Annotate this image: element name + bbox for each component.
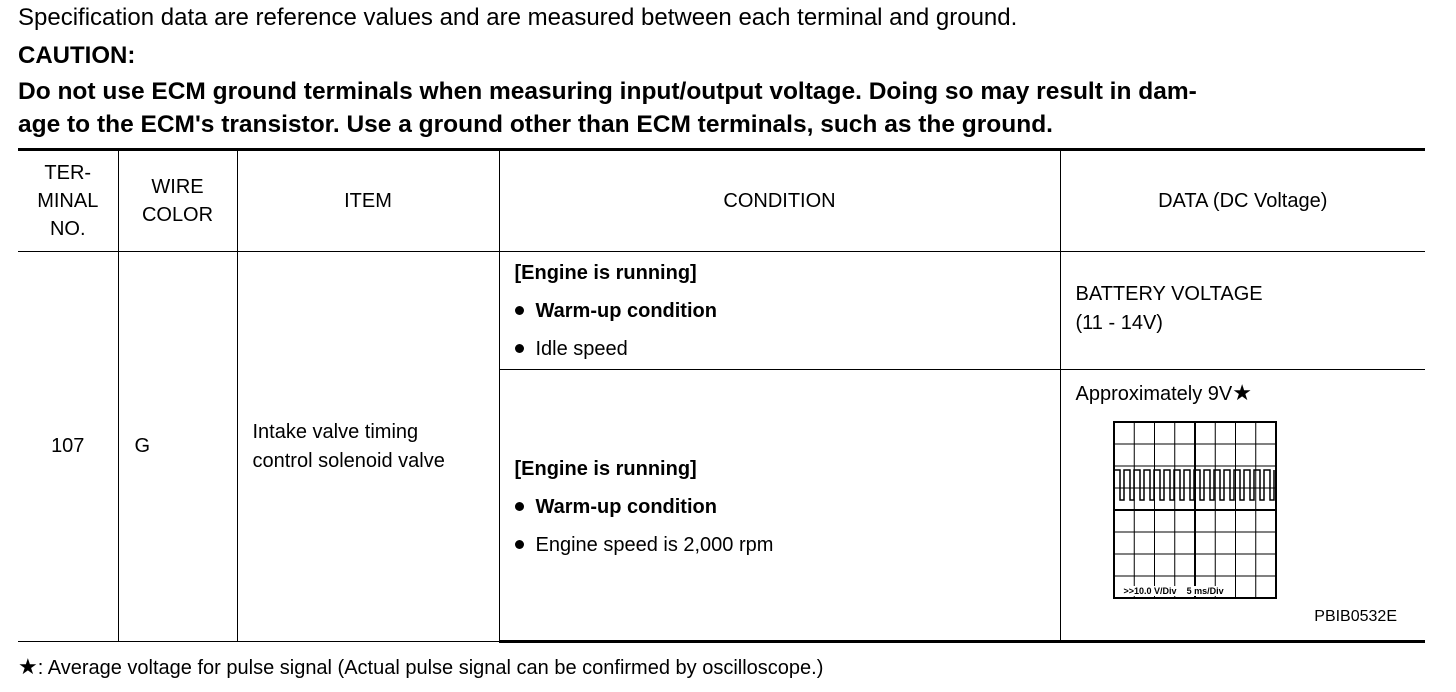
bullet-icon <box>515 344 524 353</box>
condition-2000rpm <box>499 370 1060 642</box>
list-item: Warm-up condition <box>515 488 1060 526</box>
condition-idle <box>499 252 1060 370</box>
caution-line-2: age to the ECM's transistor. Use a ground other than ECM terminals, such as the ground. <box>18 111 1053 138</box>
scope-settings: >>10.0 V/Div 5 ms/Div <box>1123 586 1224 596</box>
caution-line-1: Do not use ECM ground terminals when measuring input/output voltage. Doing so may result in dam- <box>18 78 1197 105</box>
star-icon: ★ <box>1232 380 1252 405</box>
list-item: Warm-up condition <box>515 292 1060 330</box>
data-2000rpm: Approximately 9V★ >>10.0 V/Div 5 ms/Div PBIB0532E <box>1060 370 1425 642</box>
intro-text: Specification data are reference values and are measured between each terminal and ground. <box>18 4 1018 31</box>
header-condition: CONDITION <box>499 150 1060 252</box>
caution-body <box>18 75 1428 141</box>
header-wire-color: WIRE COLOR <box>118 150 237 252</box>
list-item: Engine speed is 2,000 rpm <box>515 526 1060 564</box>
header-terminal-no: TER- MINAL NO. <box>18 150 118 252</box>
header-data: DATA (DC Voltage) <box>1060 150 1425 252</box>
terminal-number: 107 <box>18 252 118 642</box>
bullet-icon <box>515 502 524 511</box>
figure-id: PBIB0532E <box>1314 608 1397 625</box>
wire-color: G <box>118 252 237 642</box>
condition-state: [Engine is running] <box>514 262 697 284</box>
list-item: Idle speed <box>515 330 1060 368</box>
table-row <box>18 252 1425 370</box>
condition-state: [Engine is running] <box>514 458 697 480</box>
caution-title: CAUTION: <box>18 42 136 69</box>
footnote <box>18 654 823 680</box>
bullet-icon <box>515 306 524 315</box>
footnote-text: : Average voltage for pulse signal (Actual pulse signal can be confirmed by oscilloscope.) <box>37 657 824 679</box>
pulse-waveform <box>1114 470 1274 500</box>
table-header-row <box>18 150 1425 252</box>
header-item: ITEM <box>237 150 499 252</box>
data-idle: BATTERY VOLTAGE (11 - 14V) <box>1060 252 1425 370</box>
oscilloscope-figure <box>1112 420 1278 600</box>
star-icon: ★ <box>18 654 38 679</box>
bullet-icon <box>515 540 524 549</box>
item-name: Intake valve timing control solenoid valve <box>237 252 499 642</box>
terminal-spec-table <box>18 148 1425 643</box>
